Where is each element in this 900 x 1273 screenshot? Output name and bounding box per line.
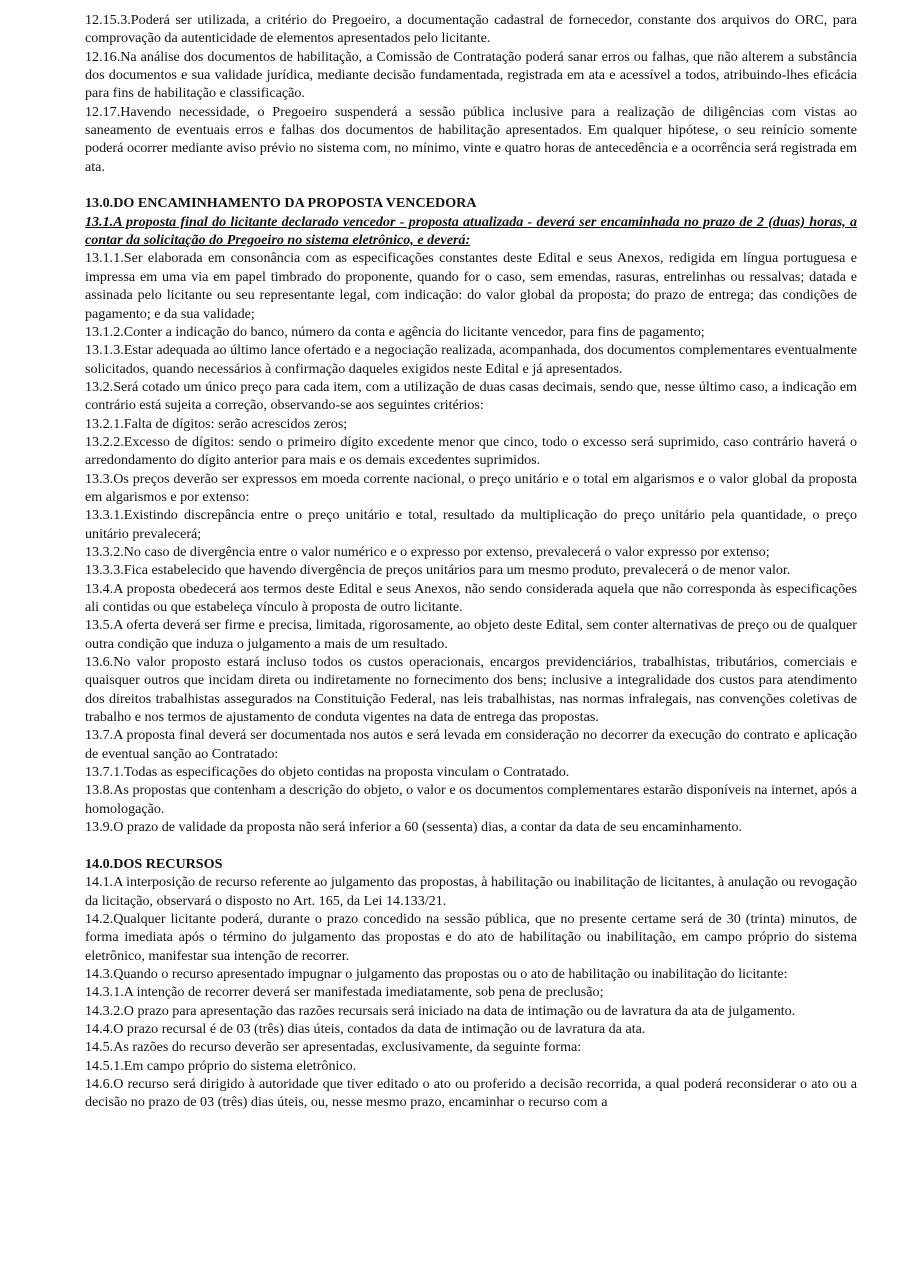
section-13-lead: 13.1.A proposta final do licitante declarado vencedor - proposta atualizada - deverá ser encaminhada no prazo de 2 (duas) horas, a contar da solicitação do Pregoeiro no sistema eletrônico, e deverá: bbox=[85, 213, 857, 249]
section-13-body bbox=[85, 249, 857, 836]
paragraph: 13.2.1.Falta de dígitos: serão acrescidos zeros; bbox=[85, 415, 348, 432]
paragraph: 13.2.Será cotado um único preço para cada item, com a utilização de duas casas decimais, sendo que, nesse último caso, a indicação em contrário está sujeita a correção, observando-se aos seguintes critérios: bbox=[85, 378, 857, 414]
section-13-heading: 13.0.DO ENCAMINHAMENTO DA PROPOSTA VENCEDORA bbox=[85, 195, 477, 212]
section-12-continuation bbox=[85, 11, 857, 176]
document-page bbox=[85, 11, 857, 1112]
paragraph: 13.2.2.Excesso de dígitos: sendo o primeiro dígito excedente menor que cinco, todo o excesso será suprimido, caso contrário haverá o arredondamento do dígito anterior para mais e os demais excedentes suprimidos. bbox=[85, 433, 857, 469]
paragraph: 13.8.As propostas que contenham a descrição do objeto, o valor e os documentos complementares estarão disponíveis na internet, após a homologação. bbox=[85, 782, 857, 817]
spacer bbox=[85, 176, 857, 194]
paragraph: 14.4.O prazo recursal é de 03 (três) dias úteis, contados da data de intimação ou de lavratura da ata. bbox=[85, 1020, 646, 1037]
paragraph: 13.7.1.Todas as especificações do objeto contidas na proposta vinculam o Contratado. bbox=[85, 764, 570, 781]
paragraph: 14.3.Quando o recurso apresentado impugnar o julgamento das propostas ou o ato de habilitação ou inabilitação do licitante: bbox=[85, 965, 788, 982]
paragraph: 14.6.O recurso será dirigido à autoridade que tiver editado o ato ou proferido a decisão recorrida, a qual poderá reconsiderar o ato ou a decisão no prazo de 03 (três) dias úteis, ou, nesse mesmo prazo, encaminhar o recurso com a bbox=[85, 1075, 857, 1111]
paragraph: 13.3.2.No caso de divergência entre o valor numérico e o expresso por extenso, prevalecerá o valor expresso por extenso; bbox=[85, 543, 770, 560]
paragraph: 14.5.As razões do recurso deverão ser apresentadas, exclusivamente, da seguinte forma: bbox=[85, 1039, 582, 1056]
paragraph: 13.1.3.Estar adequada ao último lance ofertado e a negociação realizada, acompanhada, dos documentos complementares eventualmente solicitados, quando necessários à confirmação daqueles exigidos neste Edital e já apresentados. bbox=[85, 342, 857, 377]
paragraph: 13.3.1.Existindo discrepância entre o preço unitário e total, resultado da multiplicação do preço unitário pela quantidade, o preço unitário prevalecerá; bbox=[85, 507, 857, 542]
paragraph: 13.7.A proposta final deverá ser documentada nos autos e será levada em consideração no decorrer da execução do contrato e aplicação de eventual sanção ao Contratado: bbox=[85, 727, 857, 762]
paragraph: 13.3.Os preços deverão ser expressos em moeda corrente nacional, o preço unitário e o total em algarismos e o valor global da proposta em algarismos e por extenso: bbox=[85, 470, 857, 505]
paragraph: 12.17.Havendo necessidade, o Pregoeiro suspenderá a sessão pública inclusive para a realização de diligências com vistas ao saneamento de eventuais erros e falhas dos documentos de habilitação apresentados. Em qualquer hipótese, o seu reinício somente poderá ocorrer mediante aviso prévio no sistema com, no mínimo, vinte e quatro horas de antecedência e a ocorrência será registrada em ata. bbox=[85, 103, 857, 175]
paragraph: 14.3.1.A intenção de recorrer deverá ser manifestada imediatamente, sob pena de preclusão; bbox=[85, 984, 604, 1001]
paragraph: 13.6.No valor proposto estará incluso todos os custos operacionais, encargos previdenciários, trabalhistas, tributários, comerciais e quaisquer outros que incidam direta ou indiretamente no fornecimento dos bens; inclusive a integralidade dos custos para atendimento dos direitos trabalhistas assegurados na Constituição Federal, nas leis trabalhistas, nas normas infralegais, nas convenções coletivas de trabalho e nos termos de ajustamento de conduta vigentes na data de entrega das propostas. bbox=[85, 654, 857, 726]
paragraph: 13.3.3.Fica estabelecido que havendo divergência de preços unitários para um mesmo produto, prevalecerá o de menor valor. bbox=[85, 562, 791, 579]
section-14-body bbox=[85, 873, 857, 1111]
paragraph: 14.2.Qualquer licitante poderá, durante o prazo concedido na sessão pública, que no presente certame será de 30 (trinta) minutos, de forma imediata após o término do julgamento das propostas e do ato de habilitação ou inabilitação, em campo próprio do sistema eletrônico, manifestar sua intenção de recorrer. bbox=[85, 910, 857, 964]
paragraph: 14.3.2.O prazo para apresentação das razões recursais será iniciado na data de intimação ou de lavratura da ata de julgamento. bbox=[85, 1002, 796, 1019]
paragraph: 14.1.A interposição de recurso referente ao julgamento das propostas, à habilitação ou inabilitação de licitantes, à anulação ou revogação da licitação, observará o disposto no Art. 165, da Lei 14.133/21. bbox=[85, 874, 857, 909]
paragraph: 12.16.Na análise dos documentos de habilitação, a Comissão de Contratação poderá sanar erros ou falhas, que não alterem a substância dos documentos e sua validade jurídica, mediante decisão fundamentada, registrada em ata e acessível a todos, atribuindo-lhes eficácia para fins de habilitação e classificação. bbox=[85, 48, 857, 102]
paragraph: 13.1.2.Conter a indicação do banco, número da conta e agência do licitante vencedor, para fins de pagamento; bbox=[85, 323, 705, 340]
paragraph: 13.9.O prazo de validade da proposta não será inferior a 60 (sessenta) dias, a contar da data de seu encaminhamento. bbox=[85, 819, 743, 836]
paragraph: 13.5.A oferta deverá ser firme e precisa, limitada, rigorosamente, ao objeto deste Edital, sem conter alternativas de preço ou de qualquer outra condição que induza o julgamento a mais de um resultado. bbox=[85, 617, 857, 652]
paragraph: 14.5.1.Em campo próprio do sistema eletrônico. bbox=[85, 1057, 357, 1074]
section-14-heading: 14.0.DOS RECURSOS bbox=[85, 855, 223, 872]
spacer bbox=[85, 836, 857, 854]
paragraph: 13.1.1.Ser elaborada em consonância com as especificações constantes deste Edital e seus Anexos, redigida em língua portuguesa e impressa em uma via em papel timbrado do proponente, quando for o caso, sem emendas, rasuras, entrelinhas ou ressalvas; datada e assinada pelo licitante ou seu representante legal, com indicação: do valor global da proposta; do prazo de entrega; das condições de pagamento; e da sua validade; bbox=[85, 250, 857, 322]
paragraph: 13.4.A proposta obedecerá aos termos deste Edital e seus Anexos, não sendo considerada aquela que não corresponda às especificações ali contidas ou que estabeleça vínculo à proposta de outro licitante. bbox=[85, 580, 857, 615]
paragraph: 12.15.3.Poderá ser utilizada, a critério do Pregoeiro, a documentação cadastral de fornecedor, constante dos arquivos do ORC, para comprovação da autenticidade de elementos apresentados pelo licitante. bbox=[85, 12, 857, 47]
